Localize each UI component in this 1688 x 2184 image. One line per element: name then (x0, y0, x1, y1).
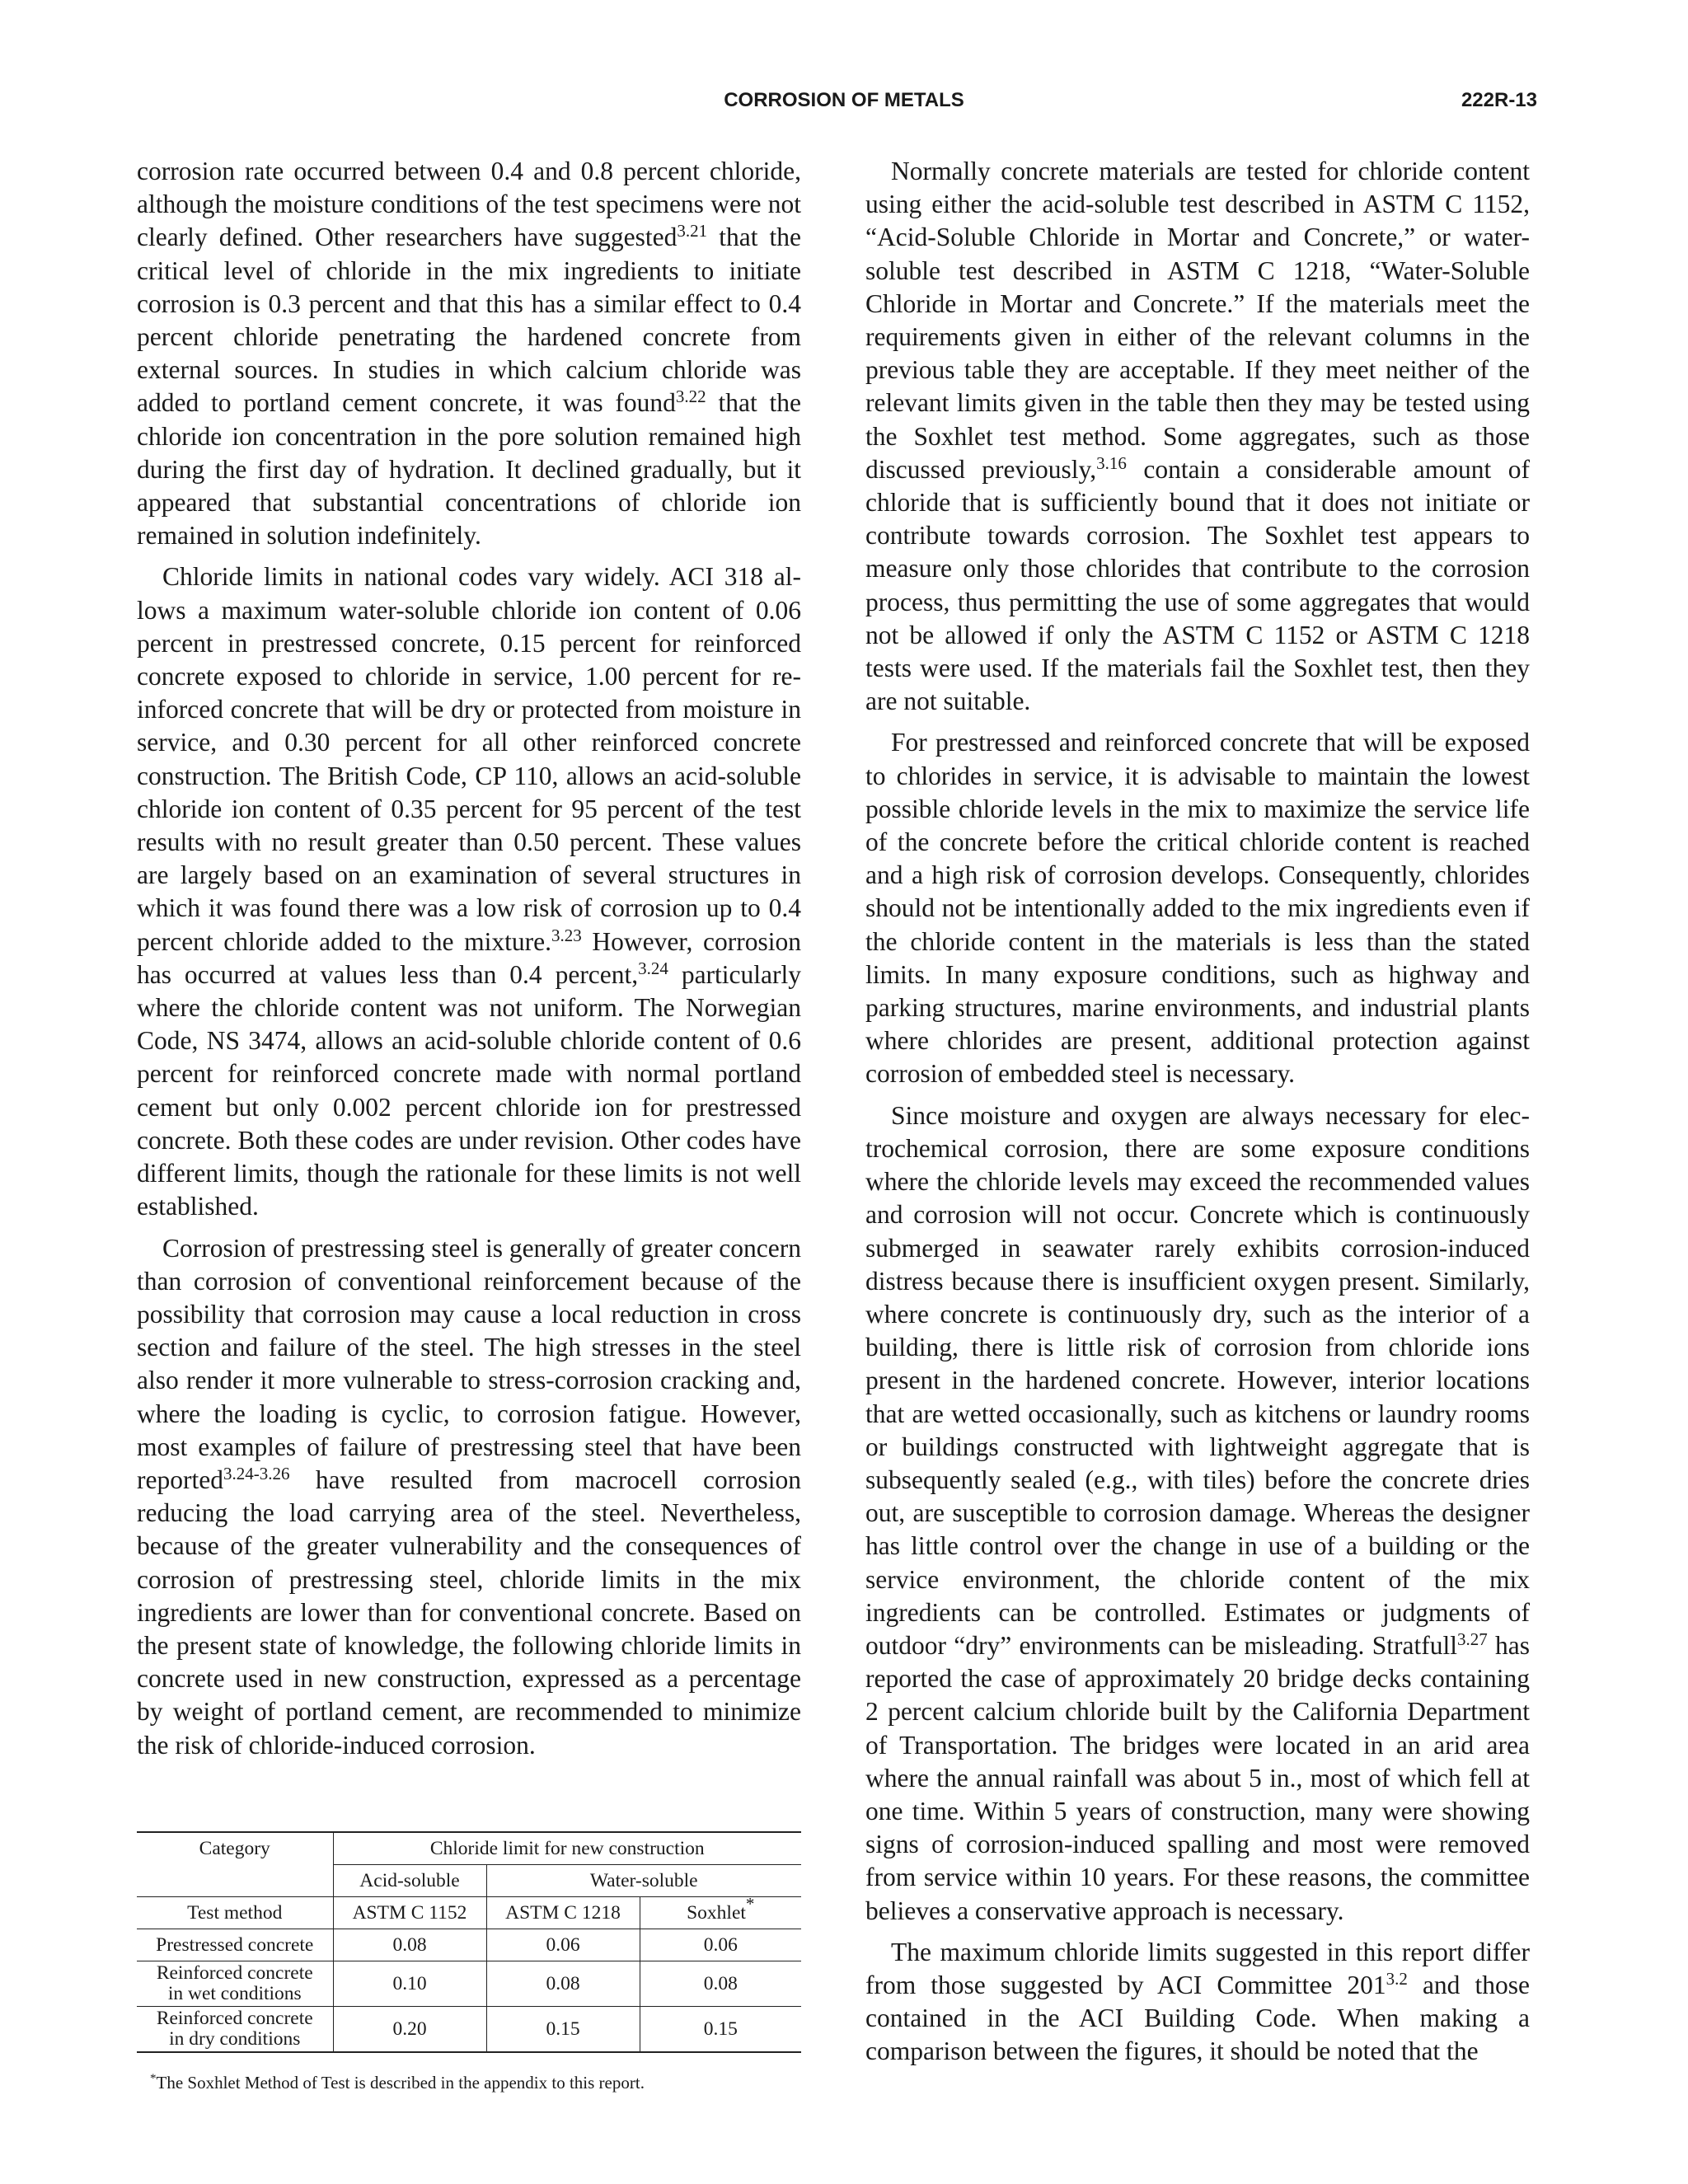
page-number: 222R-13 (1461, 89, 1537, 111)
category-header: Category (137, 1832, 333, 1865)
empty-cell (137, 1865, 333, 1897)
reference-superscript: 3.2 (1386, 1968, 1408, 1989)
reference-superscript: 3.24 (638, 958, 668, 978)
method-header: ASTM C 1218 (486, 1897, 640, 1929)
cell-value: 0.15 (486, 2007, 640, 2053)
paragraph: For prestressed and reinforced concrete that will be exposed to chlorides in service, it is advisable to maintain the lowest possible chloride levels in the mix to maximize the service life of the concrete before the critical chloride content is reached and a high risk of corrosion develops. Consequently, chlorides should not be intentionally added to the mix ingredients even if the chloride content in the materials is less than the stated limits. In many exposure conditions, such as highway and parking structures, marine environments, and industrial plants where chlorides are present, additional protection against corrosion of embedded steel is necessary. (865, 728, 1530, 1089)
paragraph: Corrosion of prestressing steel is generally of greater concern than corrosion of conventional reinforcement because of the possibility that corrosion may cause a local reduction in cross section and failure of the steel. The high stresses in the steel also render it more vulnerable to stress-corrosion cracking and, where the loading is cyclic, to corrosion fatigue. However, most examples of failure of prestressing steel that have been reported$^{3.24-3.26}$ have resulted from macrocell corrosion reducing the load carrying area of the steel. Nevertheless, because of the greater vulnerability and the consequences of corrosion of prestressing steel, chloride limits in the mix ingredients are lower than for conventional concrete. Based on the present state of knowledge, the following chloride limits in concrete used in new construction, expressed as a percentage by weight of portland cement, are recommended to minimize the risk of chloride-induced corrosion. (137, 1233, 801, 1760)
paragraph: Normally concrete materials are tested for chloride content using either the acid-soluble test described in ASTM C 1152, “Acid-Soluble Chloride in Mortar and Concrete,” or water-soluble test described in ASTM C 1218, “Water-Soluble Chloride in Mortar and Concrete.” If the materials meet the requirements given in either of the relevant columns in the previous table they are acceptable. If they meet neither of the relevant limits given in the table then they may be tested using the Soxhlet test method. Some aggregates, such as those discussed previously,$^{3.16}$ contain a considerable amount of chloride that is sufficiently bound that it does not initiate or contribute towards corrosion. The Soxhlet test appears to measure only those chlorides that contribute to the corrosion process, thus permitting the use of some aggregates that would not be allowed if only the ASTM C 1152 or ASTM C 1218 tests were used. If the materials fail the Soxhlet test, then they are not suitable. (865, 157, 1530, 716)
cell-value: 0.06 (640, 1929, 801, 1961)
test-method-label: Test method (137, 1897, 333, 1929)
right-column (865, 155, 1530, 2069)
acid-soluble-header: Acid-soluble (333, 1865, 486, 1897)
reference-superscript: 3.16 (1096, 452, 1127, 473)
method-header (640, 1894, 801, 1929)
cell-value: 0.15 (640, 2007, 801, 2053)
paragraph: The maximum chloride limits suggested in this report differ from those suggested by ACI Committee $201^{3.2}$ and those contained in the ACI Building Code. When making a comparison between the figures, it should be noted that the (865, 1937, 1530, 2066)
cell-value: 0.08 (486, 1961, 640, 2007)
footnote-mark: * (150, 2072, 157, 2085)
table-row (137, 1929, 801, 1961)
group-header: Chloride limit for new construction (333, 1832, 801, 1865)
cell-value: 0.20 (333, 2007, 486, 2053)
chloride-limits-table (137, 1831, 801, 2053)
table-row (137, 1961, 801, 2007)
reference-superscript: 3.21 (677, 221, 708, 241)
paragraph: Since moisture and oxygen are always necessary for electrochemical corrosion, there are some exposure conditions where the chloride levels may exceed the recommended values and corrosion will not occur. Concrete which is continuously submerged in seawater rarely exhibits corrosion-induced distress because there is insufficient oxygen present. Similarly, where concrete is continuously dry, such as the interior of a building, there is little risk of corrosion from chloride ions present in the hardened concrete. However, interior locations that are wetted occasionally, such as kitchens or laundry rooms or buildings constructed with lightweight aggregate that is subsequently sealed (e.g., with tiles) before the concrete dries out, are susceptible to corrosion damage. Whereas the designer has little control over the change in use of a building or the service environment, the chloride content of the mix ingredients can be controlled. Estimates or judgments of outdoor “dry” environments can be misleading. Stratfull$^{3.27}$ has reported the case of approximately 20 bridge decks containing 2 percent calcium chloride built by the California Department of Transportation. The bridges were located in an arid area where the annual rainfall was about 5 in., most of which fell at one time. Within 5 years of construction, many were showing signs of corrosion-induced spalling and most were removed from service within 10 years. For these reasons, the committee believes a conservative approach is necessary. (865, 1100, 1530, 1925)
cell-value: 0.08 (640, 1961, 801, 2007)
footnote-text: The Soxhlet Method of Test is described in the appendix to this report. (156, 2073, 645, 2093)
paragraph: corrosion rate occurred between 0.4 and 0.8 percent chloride, although the moisture conditions of the test specimens were not clearly defined. Other researchers have suggested$^{3.21}$ that the critical level of chloride in the mix ingredients to initiate corrosion is 0.3 percent and that this has a similar effect to 0.4 percent chloride penetrating the hardened concrete from external sources. In studies in which calcium chloride was added to portland cement concrete, it was found$^{3.22}$ that the chloride ion concentration in the pore solution remained high during the first day of hydration. It declined gradually, but it appeared that substantial concentrations of chloride ion remained in solution indefinitely. (137, 157, 802, 551)
reference-superscript: 3.24-3.26 (223, 1463, 290, 1483)
cell-value: 0.08 (333, 1929, 486, 1961)
reference-superscript: 3.23 (551, 925, 582, 945)
table-row (137, 2007, 801, 2053)
cell-value: 0.10 (333, 1961, 486, 2007)
method-header: ASTM C 1152 (333, 1897, 486, 1929)
footnote-mark: * (745, 1894, 755, 1914)
water-soluble-header: Water-soluble (486, 1865, 801, 1897)
category-line: Reinforced concrete (156, 1962, 313, 1984)
reference-superscript: 3.22 (675, 387, 706, 407)
table-footnote (150, 2073, 645, 2093)
category-line: Reinforced concrete (156, 2008, 313, 2029)
reference-superscript: 3.27 (1456, 1629, 1488, 1649)
row-category: Prestressed concrete (137, 1929, 333, 1961)
cell-value: 0.06 (486, 1929, 640, 1961)
row-category (137, 2007, 333, 2053)
running-title: CORROSION OF METALS (724, 89, 964, 111)
paragraph: Chloride limits in national codes vary widely. ACI 318 allows a maximum water-soluble chloride ion content of 0.06 percent in prestressed concrete, 0.15 percent for reinforced concrete exposed to chloride in service, 1.00 percent for reinforced concrete that will be dry or protected from moisture in service, and 0.30 percent for all other reinforced concrete construction. The British Code, CP 110, allows an acid-soluble chloride ion content of 0.35 percent for 95 percent of the test results with no result greater than 0.50 percent. These values are largely based on an examination of several structures in which it was found there was a low risk of corrosion up to 0.4 percent chloride added to the mixture.$^{3.23}$ However, corrosion has occurred at values less than 0.4 percent,$^{3.24}$ particularly where the chloride content was not uniform. The Norwegian Code, NS 3474, allows an acid-soluble chloride content of 0.6 percent for reinforced concrete made with normal portland cement but only 0.002 percent chloride ion for prestressed concrete. Both these codes are under revision. Other codes have different limits, though the rationale for these limits is not well established. (137, 562, 801, 1221)
category-line: in dry conditions (169, 2028, 301, 2050)
category-line: in wet conditions (167, 1983, 302, 2004)
method-name: Soxhlet (687, 1902, 746, 1924)
page-header (0, 89, 1688, 122)
row-category (137, 1961, 333, 2007)
left-column (137, 155, 801, 1762)
